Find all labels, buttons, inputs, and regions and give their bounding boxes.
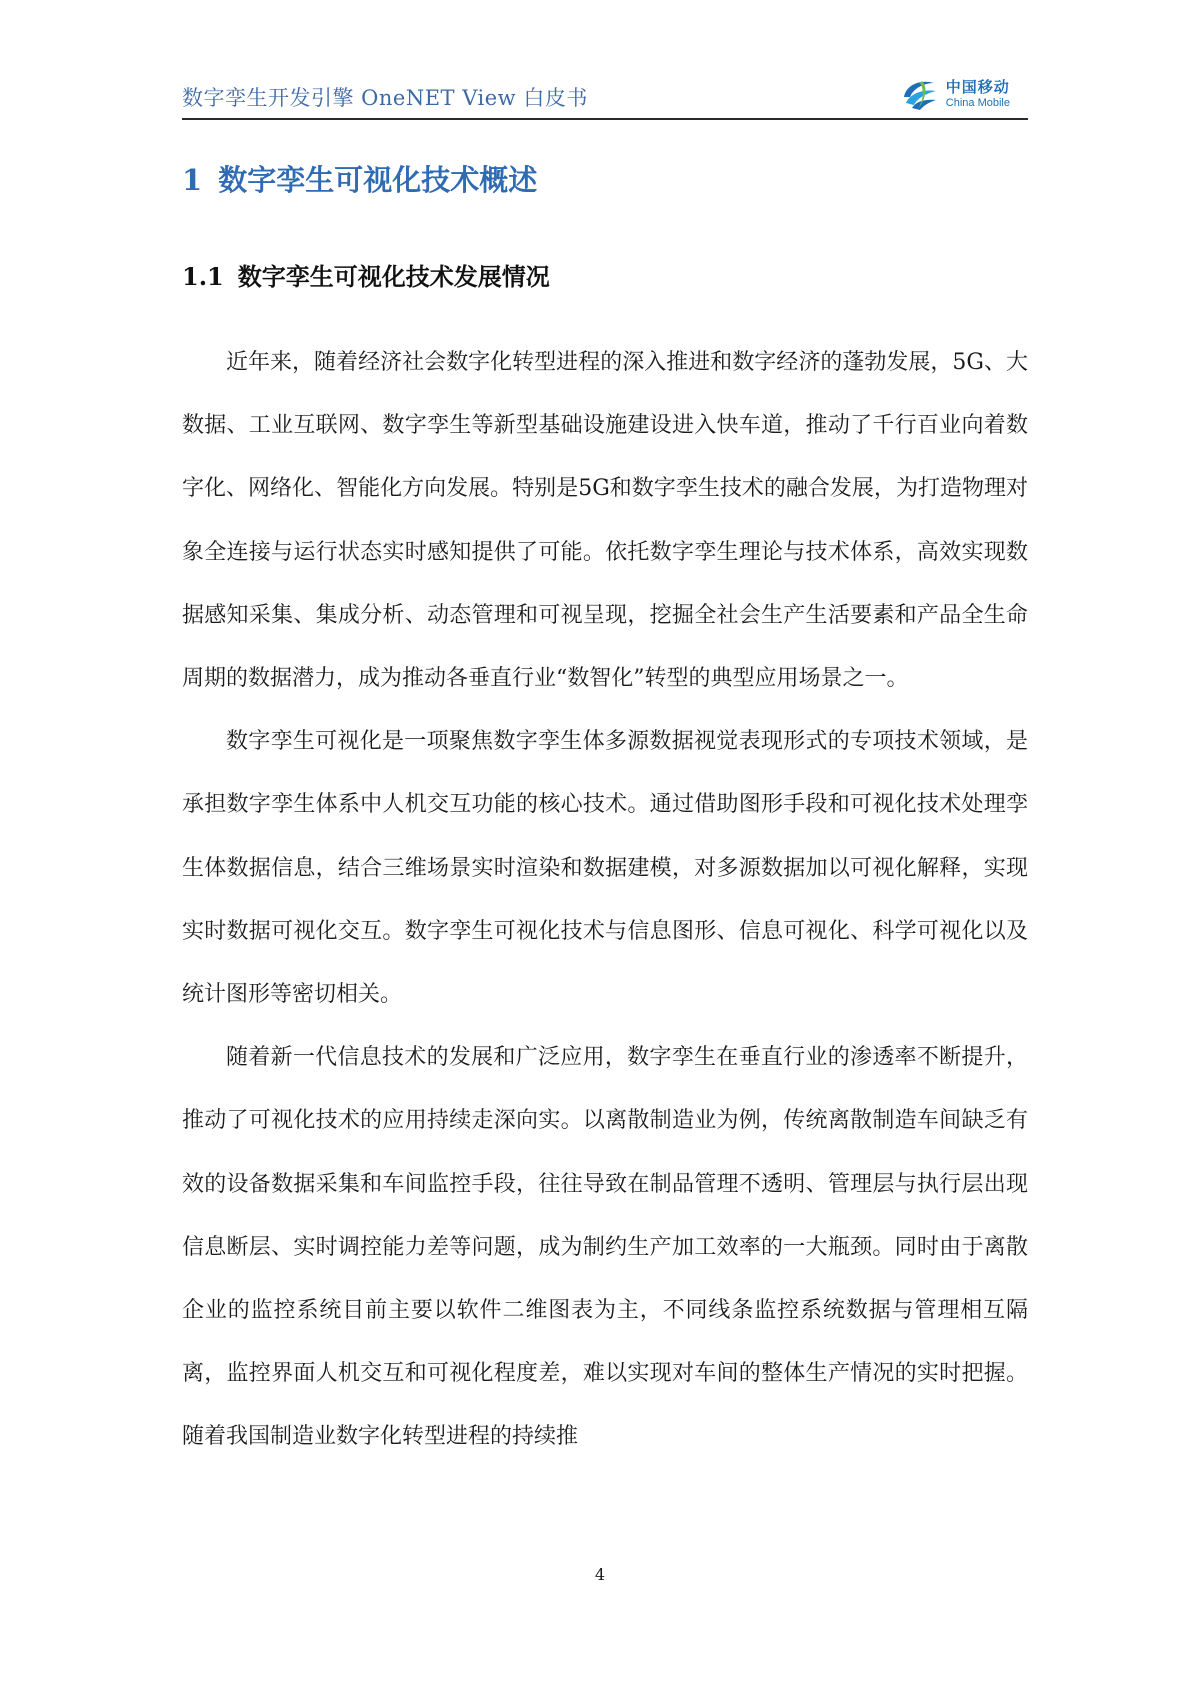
subsection-heading — [182, 257, 550, 292]
logo-chinese-name: 中国移动 — [945, 77, 1010, 96]
logo-english-name: China Mobile — [945, 96, 1010, 109]
china-mobile-logo — [900, 74, 1010, 114]
section-title: 数字孪生可视化技术概述 — [218, 163, 538, 197]
subsection-number: 1.1 — [182, 262, 224, 291]
paragraph: 近年来，随着经济社会数字化转型进程的深入推进和数字经济的蓬勃发展，5G、大数据、工业互联网、数字孪生等新型基础设施建设进入快车道，推动了千行百业向着数字化、网络化、智能化方向发展。特别是5G和数字孪生技术的融合发展，为打造物理对象全连接与运行状态实时感知提供了可能。依托数字孪生理论与技术体系，高效实现数据感知采集、集成分析、动态管理和可视呈现，挖掘全社会生产生活要素和产品全生命周期的数据潜力，成为推动各垂直行业“数智化”转型的典型应用场景之一。 — [182, 350, 1028, 692]
china-mobile-logo-icon — [900, 75, 940, 113]
section-heading — [182, 158, 537, 199]
paragraph: 数字孪生可视化是一项聚焦数字孪生体多源数据视觉表现形式的专项技术领域，是承担数字孪生体系中人机交互功能的核心技术。通过借助图形手段和可视化技术处理孪生体数据信息，结合三维场景实时渲染和数据建模，对多源数据加以可视化解释，实现实时数据可视化交互。数字孪生可视化技术与信息图形、信息可视化、科学可视化以及统计图形等密切相关。 — [182, 729, 1028, 1008]
page-header — [182, 70, 1028, 120]
section-number: 1 — [182, 163, 203, 197]
header-title: 数字孪生开发引擎 OneNET View 白皮书 — [182, 86, 588, 110]
paragraph: 随着新一代信息技术的发展和广泛应用，数字孪生在垂直行业的渗透率不断提升，推动了可视化技术的应用持续走深向实。以离散制造业为例，传统离散制造车间缺乏有效的设备数据采集和车间监控手段，往往导致在制品管理不透明、管理层与执行层出现信息断层、实时调控能力差等问题，成为制约生产加工效率的一大瓶颈。同时由于离散企业的监控系统目前主要以软件二维图表为主，不同线条监控系统数据与管理相互隔离，监控界面人机交互和可视化程度差，难以实现对车间的整体生产情况的实时把握。随着我国制造业数字化转型进程的持续推 — [182, 1045, 1028, 1450]
subsection-title: 数字孪生可视化技术发展情况 — [237, 263, 550, 291]
body-text — [182, 331, 1028, 1469]
page-number: 4 — [594, 1565, 606, 1584]
